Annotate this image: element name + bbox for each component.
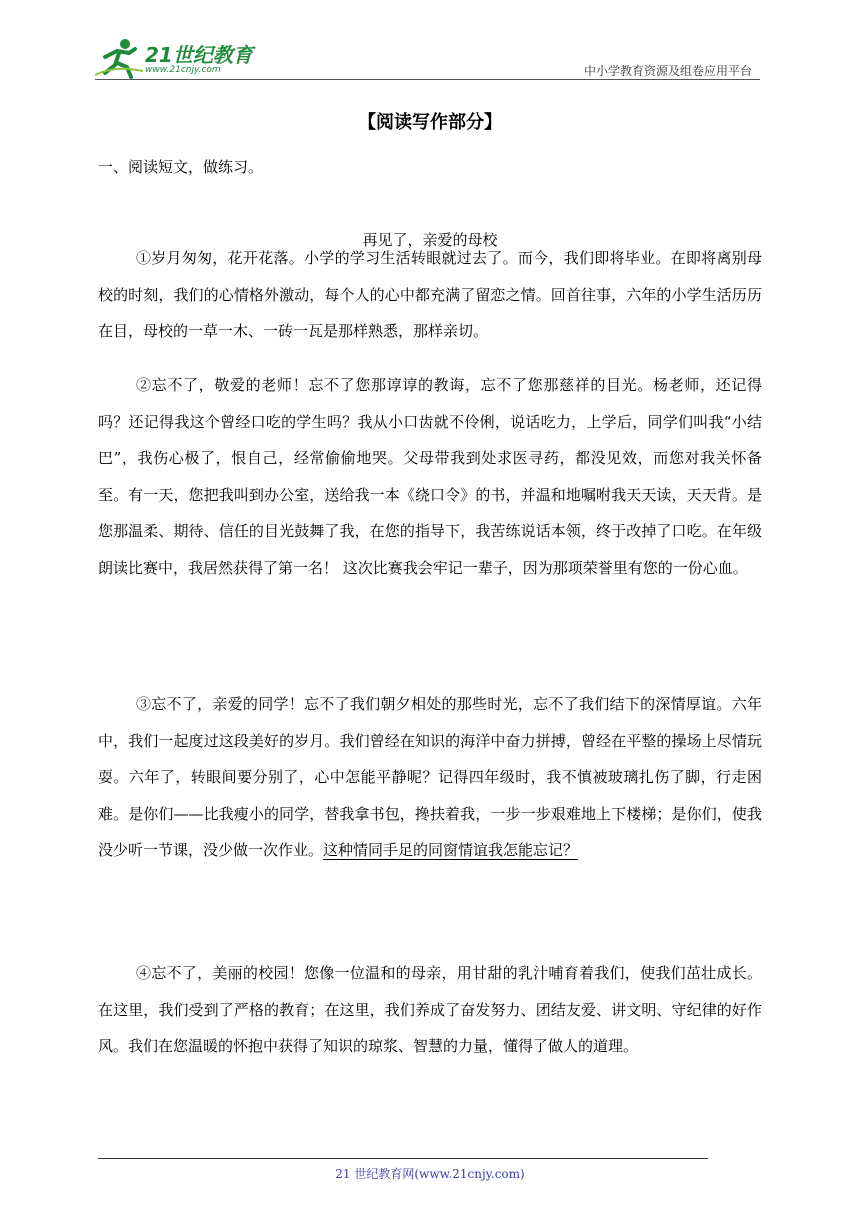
footer-divider [98,1158,708,1159]
header-divider [95,79,760,80]
logo-url-text: www.21cnjy.com [145,65,221,75]
platform-name: 中小学教育资源及组卷应用平台 [583,64,752,78]
paragraph-3 [98,686,762,869]
passage-title: 再见了，亲爱的母校 [362,231,498,249]
logo-brand-text: 21世纪教育 [145,43,253,67]
page-title: 【阅读写作部分】 [358,112,502,133]
runner-logo-icon [95,35,145,79]
page-header [95,35,760,79]
paragraph-4: ④忘不了，美丽的校园！您像一位温和的母亲，用甘甜的乳汁哺育着我们，使我们茁壮成长。在这里，我们受到了严格的教育；在这里，我们养成了奋发努力、团结友爱、讲文明、守纪律的好作风。我们在您温暖的怀抱中获得了知识的琼浆、智慧的力量，懂得了做人的道理。 [98,964,762,1055]
paragraph-1: ①岁月匆匆，花开花落。小学的学习生活转眼就过去了。而今，我们即将毕业。在即将离别母校的时刻，我们的心情格外激动，每个人的心中都充满了留恋之情。回首往事，六年的小学生活历历在目，母校的一草一木、一砖一瓦是那样熟悉，那样亲切。 [98,249,762,340]
underlined-sentence: 这种情同手足的同窗情谊我怎能忘记？ [323,841,579,859]
footer-text: 21 世纪教育网(www.21cnjy.com) [335,1167,525,1181]
section-heading: 一、阅读短文，做练习。 [98,158,264,176]
paragraph-3-text: ③忘不了，亲爱的同学！忘不了我们朝夕相处的那些时光，忘不了我们结下的深情厚谊。六年中，我们一起度过这段美好的岁月。我们曾经在知识的海洋中奋力拼搏，曾经在平整的操场上尽情玩耍。六年了，转眼间要分别了，心中怎能平静呢？记得四年级时，我不慎被玻璃扎伤了脚，行走困难。是你们——比我瘦小的同学，替我拿书包，搀扶着我，一步一步艰难地上下楼梯；是你们，使我没少听一节课，没少做一次作业。 [98,695,762,859]
paragraph-2: ②忘不了，敬爱的老师！忘不了您那谆谆的教诲，忘不了您那慈祥的目光。杨老师，还记得吗？还记得我这个曾经口吃的学生吗？我从小口齿就不伶俐，说话吃力，上学后，同学们叫我“小结巴”，我伤心极了，恨自己，经常偷偷地哭。父母带我到处求医寻药，都没见效，而您对我关怀备至。有一天，您把我叫到办公室，送给我一本《绕口令》的书，并温和地嘱咐我天天读，天天背。是您那温柔、期待、信任的目光鼓舞了我，在您的指导下，我苦练说话本领，终于改掉了口吃。在年级朗读比赛中，我居然获得了第一名！ 这次比赛我会牢记一辈子，因为那项荣誉里有您的一份心血。 [98,376,762,577]
logo [95,35,265,79]
